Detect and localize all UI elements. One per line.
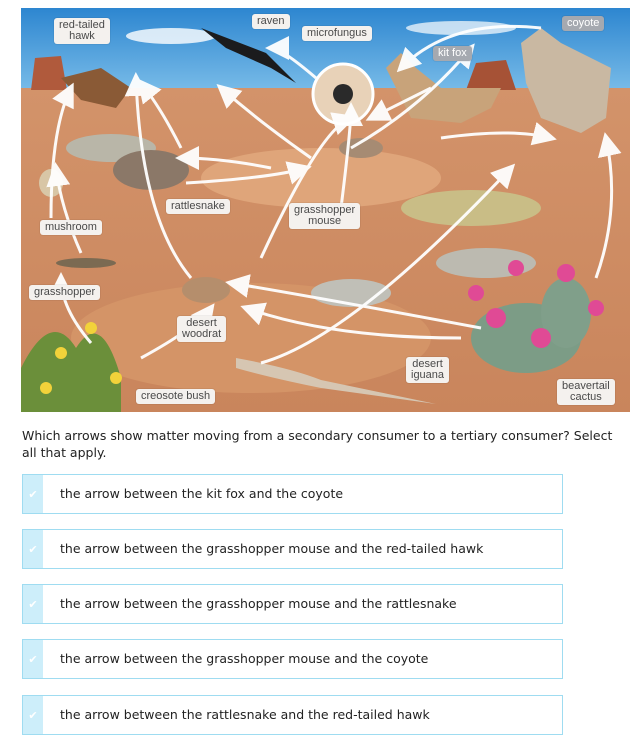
label-red-tailed-hawk: red-tailed hawk [54, 18, 110, 44]
checkmark-icon: ✔ [23, 640, 43, 678]
checkmark-icon: ✔ [23, 585, 43, 623]
answer-option-grasshopper-mouse-coyote[interactable] [22, 639, 563, 679]
label-kit-fox: kit fox [433, 46, 472, 61]
answer-option-rattlesnake-hawk[interactable] [22, 695, 563, 735]
label-mushroom: mushroom [40, 220, 102, 235]
answer-option-grasshopper-mouse-hawk[interactable] [22, 529, 563, 569]
label-rattlesnake: rattlesnake [166, 199, 230, 214]
label-creosote-bush: creosote bush [136, 389, 215, 404]
label-grasshopper: grasshopper [29, 285, 100, 300]
answer-option-label: the arrow between the grasshopper mouse and the red-tailed hawk [60, 541, 484, 556]
label-desert-woodrat: desert woodrat [177, 316, 226, 342]
label-raven: raven [252, 14, 290, 29]
answer-option-grasshopper-mouse-rattlesnake[interactable] [22, 584, 563, 624]
food-web-illustration [21, 8, 630, 412]
answer-option-label: the arrow between the rattlesnake and the red-tailed hawk [60, 707, 430, 722]
label-coyote: coyote [562, 16, 604, 31]
label-microfungus: microfungus [302, 26, 372, 41]
answer-option-label: the arrow between the grasshopper mouse and the coyote [60, 651, 429, 666]
label-grasshopper-mouse: grasshopper mouse [289, 203, 360, 229]
checkmark-icon: ✔ [23, 696, 43, 734]
question-prompt: Which arrows show matter moving from a secondary consumer to a tertiary consumer? Select all that apply. [22, 428, 613, 460]
label-desert-iguana: desert iguana [406, 357, 449, 383]
label-beavertail-cactus: beavertail cactus [557, 379, 615, 405]
answer-option-label: the arrow between the kit fox and the coyote [60, 486, 344, 501]
checkmark-icon: ✔ [23, 475, 43, 513]
checkmark-icon: ✔ [23, 530, 43, 568]
answer-option-label: the arrow between the grasshopper mouse and the rattlesnake [60, 596, 457, 611]
answer-option-kit-fox-coyote[interactable] [22, 474, 563, 514]
